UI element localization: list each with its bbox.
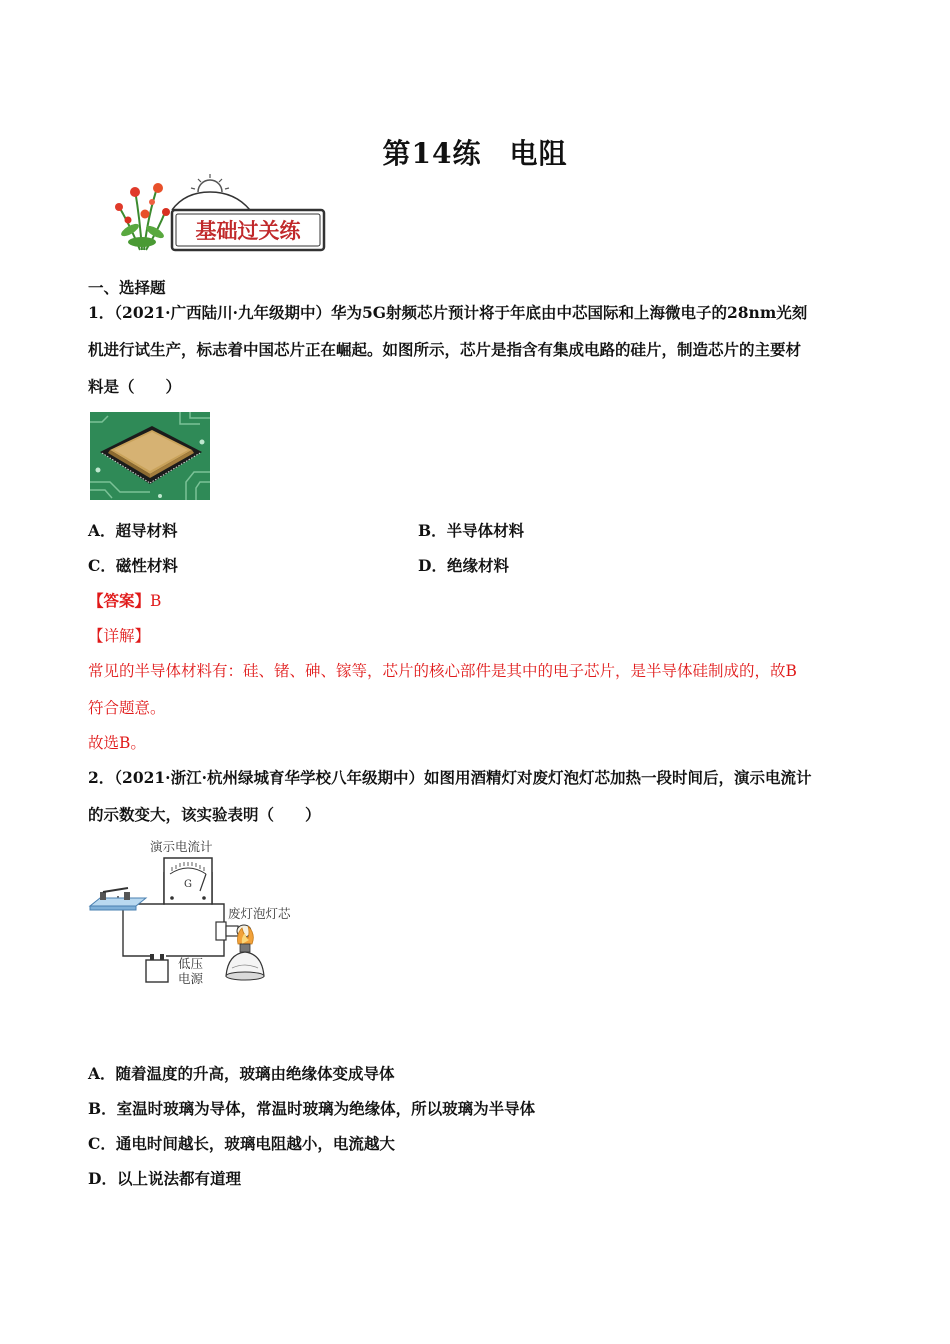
power-supply-icon <box>146 954 168 982</box>
q2-stem-line1: 2．（2021·浙江·杭州绿城育华学校八年级期中）如图用酒精灯对废灯泡灯芯加热一段时间后，演示电流计 <box>88 768 812 787</box>
switch-icon <box>90 888 146 910</box>
q1-option-a: A．超导材料 <box>88 521 178 540</box>
q1-detail-line1: 常见的半导体材料有：硅、锗、砷、镓等，芯片的核心部件是其中的电子芯片，是半导体硅制成的，故B <box>88 662 797 680</box>
q1-stem-line2: 机进行试生产，标志着中国芯片正在崛起。如图所示，芯片是指含有集成电路的硅片，制造芯片的主要材 <box>88 340 802 359</box>
filament-label: 废灯泡灯芯 <box>228 906 291 921</box>
q1-stem-line1: 1．（2021·广西陆川·九年级期中）华为5G射频芯片预计将于年底由中芯国际和上海微电子的28nm光刻 <box>88 303 808 322</box>
q1-conclusion: 故选B。 <box>88 734 146 752</box>
q1-detail-line2: 符合题意。 <box>88 699 166 717</box>
chip-image <box>90 412 210 500</box>
q1-option-b: B．半导体材料 <box>418 521 525 540</box>
banner-text: 基础过关练 <box>195 218 301 243</box>
flower-icon <box>115 183 170 250</box>
q1-stem-line3: 料是（ ） <box>88 377 182 396</box>
section-banner <box>100 170 330 255</box>
page-title <box>0 132 950 172</box>
title-part1: 第14练 <box>382 137 482 170</box>
q2-option-a: A．随着温度的升高，玻璃由绝缘体变成导体 <box>88 1064 395 1083</box>
q2-option-d: D．以上说法都有道理 <box>88 1169 241 1188</box>
q2-option-c: C．通电时间越长，玻璃电阻越小，电流越大 <box>88 1134 395 1153</box>
q1-option-c: C．磁性材料 <box>88 556 178 575</box>
section-heading: 一、选择题 <box>88 278 166 297</box>
title-part2: 电阻 <box>509 137 568 170</box>
meter-symbol: G <box>184 879 192 890</box>
meter-label: 演示电流计 <box>150 839 213 854</box>
q1-answer-value: B <box>150 592 162 610</box>
circuit-diagram <box>88 836 318 996</box>
sun-icon <box>191 174 229 192</box>
q2-option-b: B．室温时玻璃为导体，常温时玻璃为绝缘体，所以玻璃为半导体 <box>88 1099 536 1118</box>
q2-stem-line2: 的示数变大，该实验表明（ ） <box>88 805 321 824</box>
q1-answer <box>88 591 868 611</box>
source-label-line1: 低压 <box>178 956 204 971</box>
source-label-line2: 电源 <box>178 971 204 986</box>
q1-option-d: D．绝缘材料 <box>418 556 509 575</box>
q1-answer-label: 【答案】 <box>88 591 151 610</box>
q1-detail-label: 【详解】 <box>88 627 151 645</box>
